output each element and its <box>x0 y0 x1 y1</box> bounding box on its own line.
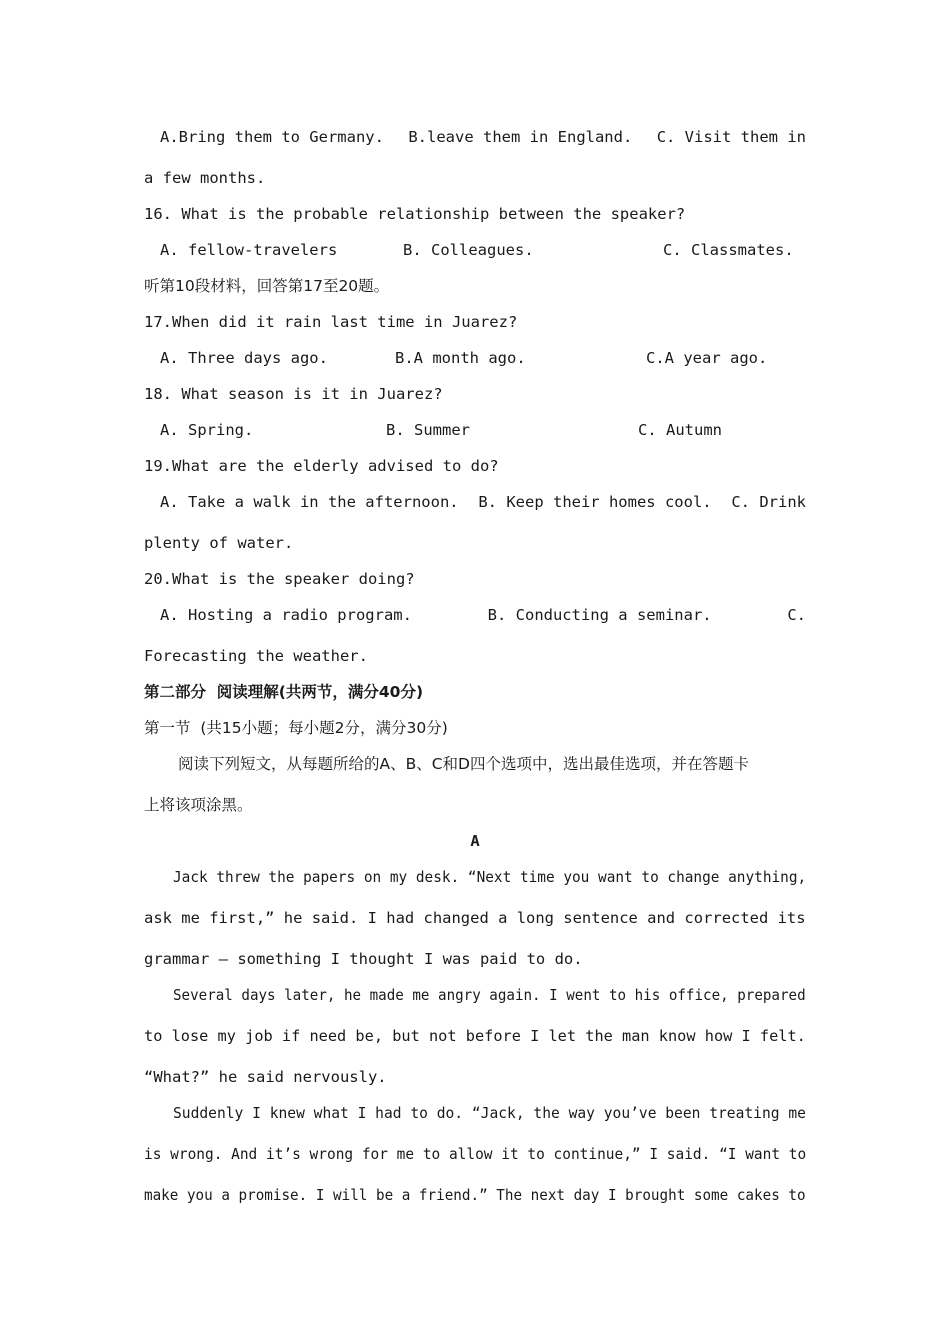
reading-instruction-line2: 上将该项涂黑。 <box>144 796 253 814</box>
section1-title: 第一节 (共15小题；每小题2分，满分30分) <box>144 719 448 737</box>
passage-p3-line3: make you a promise. I will be a friend.” The next day I brought some cakes to <box>144 1186 806 1204</box>
listening-instruction-10: 听第10段材料，回答第17至20题。 <box>144 277 390 295</box>
q15-option-a: A.Bring them to Germany. <box>160 128 384 146</box>
passage-p3-line1: Suddenly I knew what I had to do. “Jack, the way you’ve been treating me <box>173 1104 806 1122</box>
q19-option-c-cont: plenty of water. <box>144 534 294 552</box>
q18-question: 18. What season is it in Juarez? <box>144 385 443 403</box>
q19-question: 19.What are the elderly advised to do? <box>144 457 499 475</box>
passage-p2-line1: Several days later, he made me angry again. I went to his office, prepared <box>173 986 806 1004</box>
q20-question: 20.What is the speaker doing? <box>144 570 415 588</box>
q19-option-c: C. Drink <box>731 493 806 511</box>
q17-option-a: A. Three days ago. <box>160 349 328 367</box>
q20-option-b: B. Conducting a seminar. <box>487 606 712 624</box>
q19-option-a: A. Take a walk in the afternoon. <box>160 493 459 511</box>
q16-option-a: A. fellow-travelers <box>160 241 338 259</box>
passage-p2-line3: “What?” he said nervously. <box>144 1068 387 1086</box>
q16-option-c: C. Classmates. <box>663 241 794 259</box>
q19-option-b: B. Keep their homes cool. <box>478 493 712 511</box>
passage-p1-line3: grammar — something I thought I was paid to do. <box>144 950 583 968</box>
q19-options <box>160 492 806 512</box>
q20-option-c: C. <box>787 606 806 624</box>
q18-option-c: C. Autumn <box>638 421 722 439</box>
passage-title: A <box>470 832 480 850</box>
q16-question: 16. What is the probable relationship between the speaker? <box>144 205 686 223</box>
q15-options <box>160 127 806 147</box>
passage-p1-line2: ask me first,” he said. I had changed a long sentence and corrected its <box>144 909 806 927</box>
q17-option-b: B.A month ago. <box>395 349 526 367</box>
part2-title: 第二部分 阅读理解(共两节，满分40分) <box>144 683 424 701</box>
q20-options <box>160 605 806 625</box>
passage-p3-line2: is wrong. And it’s wrong for me to allow it to continue,” I said. “I want to <box>144 1145 807 1163</box>
q16-option-b: B. Colleagues. <box>403 241 534 259</box>
passage-p2-line2: to lose my job if need be, but not before I let the man know how I felt. <box>144 1027 806 1045</box>
q20-option-a: A. Hosting a radio program. <box>160 606 412 624</box>
q17-option-c: C.A year ago. <box>646 349 768 367</box>
q18-option-a: A. Spring. <box>160 421 254 439</box>
q15-option-c: C. Visit them in <box>656 128 806 146</box>
q15-option-b: B.leave them in England. <box>408 128 633 146</box>
reading-instruction-line1: 阅读下列短文，从每题所给的A、B、C和D四个选项中，选出最佳选项，并在答题卡 <box>178 755 749 773</box>
q18-option-b: B. Summer <box>386 421 470 439</box>
q15-option-c-cont: a few months. <box>144 169 266 187</box>
q17-question: 17.When did it rain last time in Juarez? <box>144 313 518 331</box>
passage-p1-line1: Jack threw the papers on my desk. “Next time you want to change anything, <box>173 868 807 886</box>
q20-option-c-cont: Forecasting the weather. <box>144 647 368 665</box>
